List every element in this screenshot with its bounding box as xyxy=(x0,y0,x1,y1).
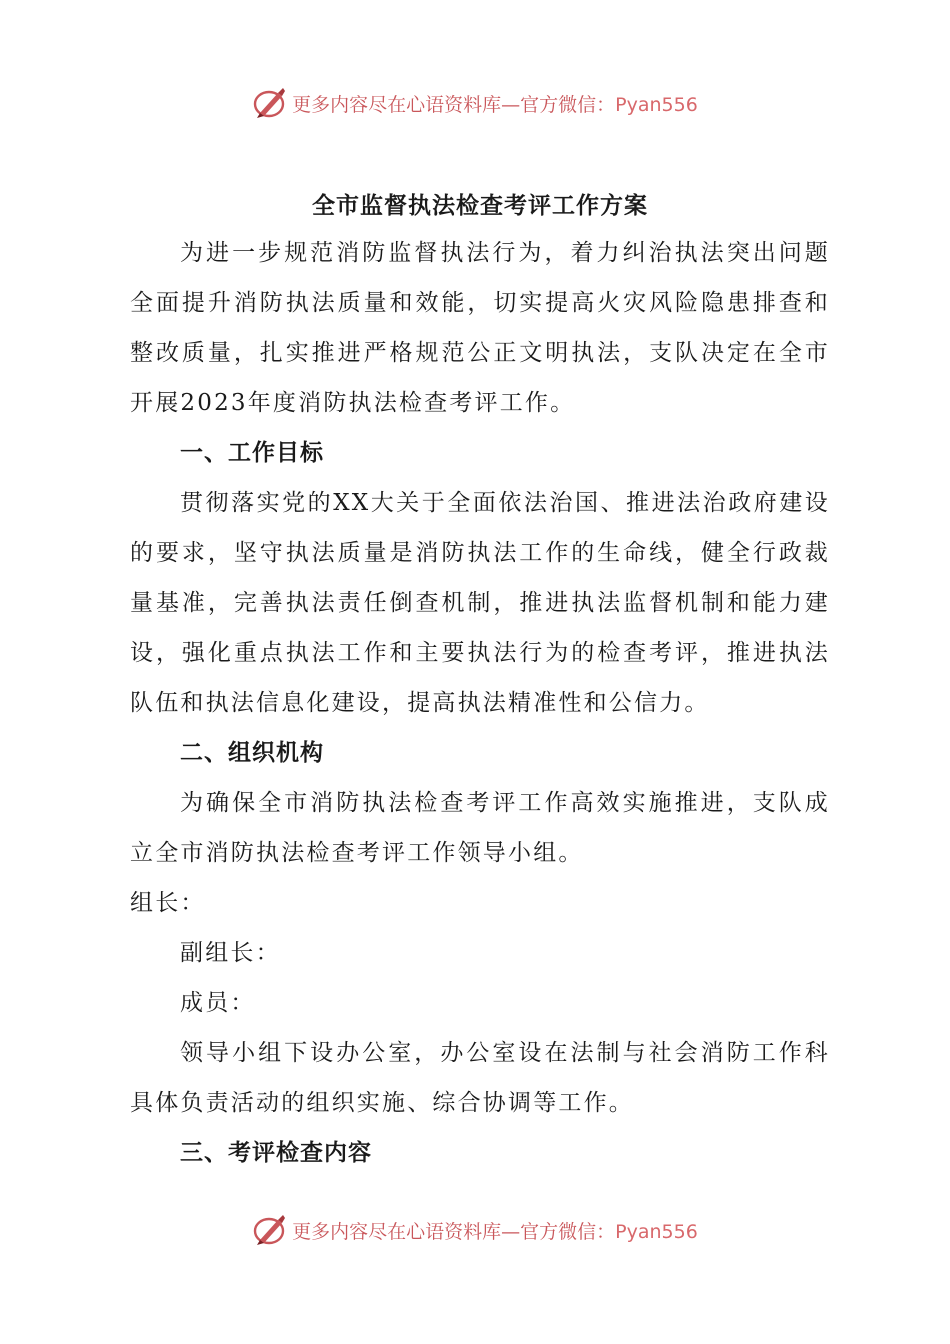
header-banner xyxy=(0,83,950,123)
pen-brush-logo-icon xyxy=(252,1212,288,1248)
office-paragraph: 领导小组下设办公室，办公室设在法制与社会消防工作科具体负责活动的组织实施、综合协调等工作。 xyxy=(130,1040,830,1116)
document-title: 全市监督执法检查考评工作方案 xyxy=(312,192,648,219)
organization-paragraph: 为确保全市消防执法检查考评工作高效实施推进，支队成立全市消防执法检查考评工作领导小组。 xyxy=(130,790,830,866)
intro-paragraph: 为进一步规范消防监督执法行为，着力纠治执法突出问题全面提升消防执法质量和效能，切实提高火灾风险隐患排查和整改质量，扎实推进严格规范公正文明执法，支队决定在全市开展2023年度消防执法检查考评工作。 xyxy=(130,240,830,416)
banner-account: Pyan556 xyxy=(615,1220,698,1243)
members-line: 成员： xyxy=(180,990,256,1016)
pen-brush-logo-icon xyxy=(252,85,288,121)
document-body xyxy=(130,183,830,1178)
section-heading-content: 三、考评检查内容 xyxy=(180,1139,372,1166)
banner-text: 更多内容尽在心语资料库—官方微信：Pyan556 xyxy=(292,1220,698,1243)
section-heading-organization: 二、组织机构 xyxy=(180,739,324,766)
banner-text: 更多内容尽在心语资料库—官方微信：Pyan556 xyxy=(292,93,698,116)
banner-account: Pyan556 xyxy=(615,93,698,116)
footer-banner xyxy=(0,1210,950,1250)
goals-paragraph: 贯彻落实党的XX大关于全面依法治国、推进法治政府建设的要求，坚守执法质量是消防执法工作的生命线，健全行政裁量基准，完善执法责任倒查机制，推进执法监督机制和能力建设，强化重点执法工作和主要执法行为的检查考评，推进执法队伍和执法信息化建设，提高执法精准性和公信力。 xyxy=(130,490,830,716)
section-heading-goals: 一、工作目标 xyxy=(180,439,324,466)
leader-line: 组长： xyxy=(130,890,206,916)
deputy-leader-line: 副组长： xyxy=(180,940,281,966)
